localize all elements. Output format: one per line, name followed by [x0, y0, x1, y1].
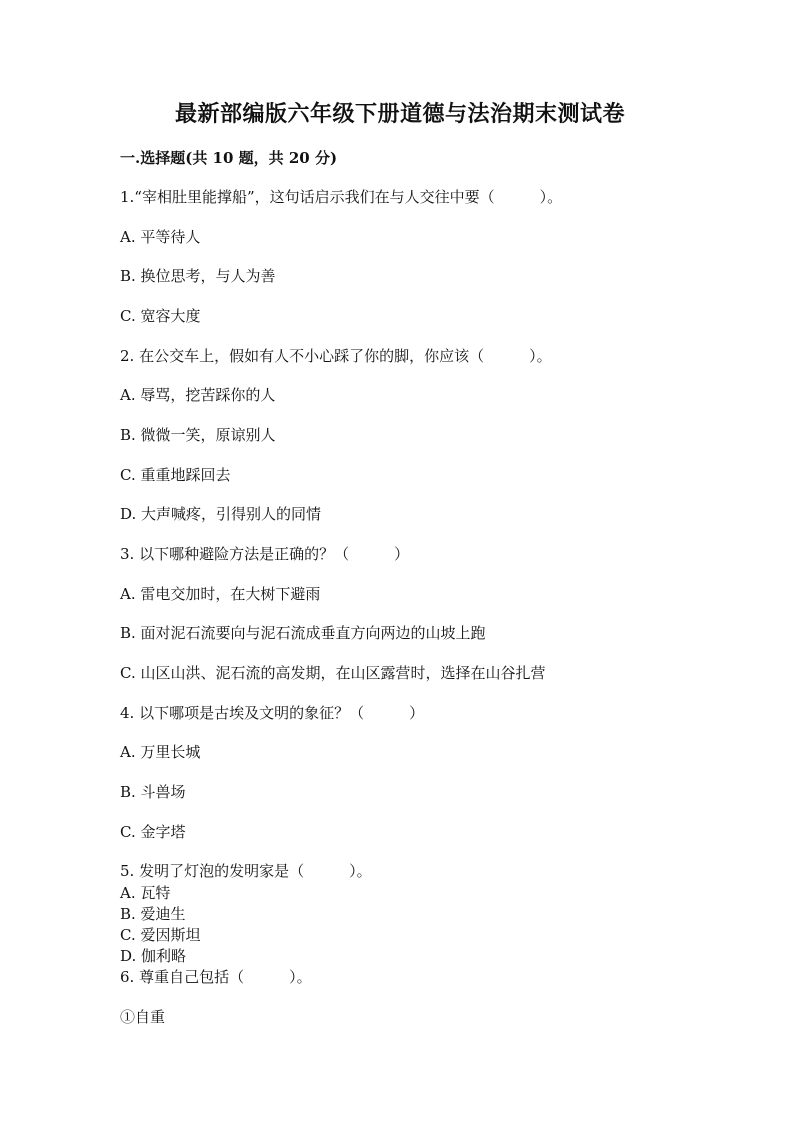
question-1-option-a: A. 平等待人 — [120, 228, 201, 246]
question-3-option-b: B. 面对泥石流要向与泥石流成垂直方向两边的山坡上跑 — [120, 624, 486, 642]
question-6-option-1: ①自重 — [120, 1008, 166, 1026]
question-2-option-a: A. 辱骂，挖苦踩你的人 — [120, 386, 276, 404]
page-title: 最新部编版六年级下册道德与法治期末测试卷 — [174, 101, 625, 127]
question-4-option-b: B. 斗兽场 — [120, 783, 186, 801]
question-5-option-d: D. 伽利略 — [120, 947, 187, 965]
question-1-option-b: B. 换位思考，与人为善 — [120, 267, 276, 285]
question-2-option-c: C. 重重地踩回去 — [120, 466, 231, 484]
section-heading: 一.选择题(共 10 题，共 20 分) — [120, 149, 338, 167]
question-2-option-d: D. 大声喊疼，引得别人的同情 — [120, 505, 322, 523]
question-5-option-b: B. 爱迪生 — [120, 905, 186, 923]
question-2-option-b: B. 微微一笑，原谅别人 — [120, 426, 276, 444]
question-3-option-c: C. 山区山洪、泥石流的高发期，在山区露营时，选择在山谷扎营 — [120, 664, 546, 682]
question-4-stem: 4. 以下哪项是古埃及文明的象征？（ ） — [120, 704, 425, 722]
question-3-stem: 3. 以下哪种避险方法是正确的？（ ） — [120, 545, 410, 563]
question-3-option-a: A. 雷电交加时，在大树下避雨 — [120, 585, 321, 603]
question-4-option-a: A. 万里长城 — [120, 743, 201, 761]
question-2-stem: 2. 在公交车上，假如有人不小心踩了你的脚，你应该（ ）。 — [120, 347, 552, 365]
question-5-stem: 5. 发明了灯泡的发明家是（ ）。 — [120, 862, 372, 880]
question-6-stem: 6. 尊重自己包括（ ）。 — [120, 968, 312, 986]
question-1-stem: 1.“宰相肚里能撑船”，这句话启示我们在与人交往中要（ ）。 — [120, 188, 563, 206]
question-1-option-c: C. 宽容大度 — [120, 307, 201, 325]
question-4-option-c: C. 金字塔 — [120, 823, 186, 841]
question-5-option-a: A. 瓦特 — [120, 884, 171, 902]
question-5-option-c: C. 爱因斯坦 — [120, 926, 201, 944]
